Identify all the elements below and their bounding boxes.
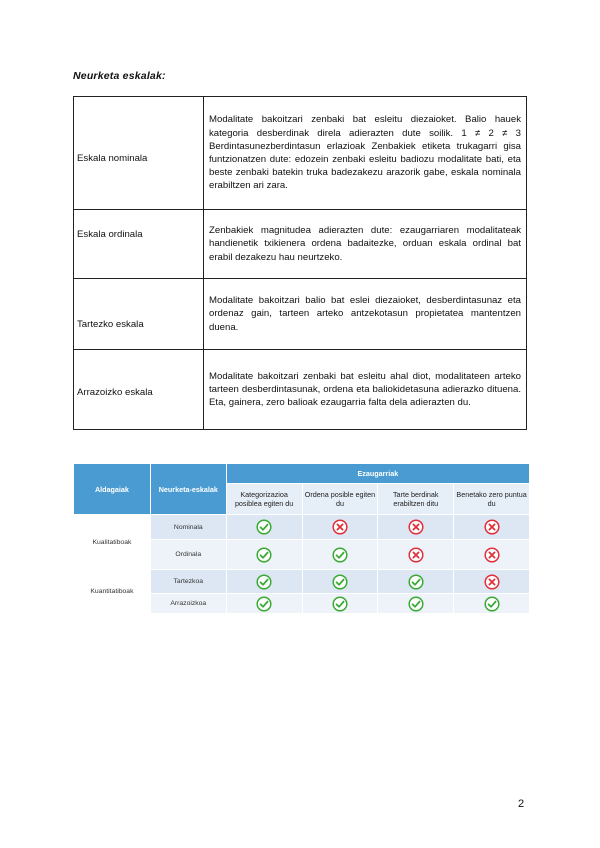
feature-column-header: Benetako zero puntua du <box>454 484 530 515</box>
scales-table <box>73 96 527 430</box>
table-row <box>74 210 527 279</box>
table-row <box>74 570 530 594</box>
check-cell <box>302 540 378 570</box>
check-cell <box>454 515 530 540</box>
check-cell <box>302 515 378 540</box>
check-icon <box>484 596 500 612</box>
cross-icon <box>484 519 500 535</box>
scale-name: Tartezko eskala <box>74 279 204 350</box>
check-cell <box>226 540 302 570</box>
check-icon <box>408 574 424 590</box>
row-scale-label: Tartezkoa <box>150 570 226 594</box>
cross-icon <box>408 547 424 563</box>
check-icon <box>256 519 272 535</box>
check-icon <box>332 596 348 612</box>
check-cell <box>378 540 454 570</box>
check-icon <box>256 547 272 563</box>
check-cell <box>378 594 454 614</box>
check-icon <box>332 574 348 590</box>
scale-description: Zenbakiek magnitudea adierazten dute: ezaugarriaren modalitateak handienetik txikienera ordena badaitezke, orduan eskala ordinal bat erabil dezakezu hau neurtzeko. <box>204 210 527 279</box>
cross-icon <box>484 547 500 563</box>
section-heading: Neurketa eskalak: <box>73 70 166 82</box>
features-table <box>73 463 530 614</box>
check-icon <box>256 596 272 612</box>
row-scale-label: Ordinala <box>150 540 226 570</box>
check-cell <box>302 594 378 614</box>
check-cell <box>454 594 530 614</box>
scale-description: Modalitate bakoitzari zenbaki bat esleitu diezaioket. Balio hauek kategoria desberdinak direla adierazten dute soilik. 1 ≠ 2 ≠ 3 Berdintasunezberdintasun erlazioak Zenbakiek etiketa trukagarri gisa funtzionatzen dute: edozein zenbaki esleitu badiozu modalitate bati, eta beste zenbaki batekin truka badezakezu arazorik gabe, eskala nominala erabiltzen ari zara. <box>204 97 527 210</box>
check-cell <box>454 570 530 594</box>
row-scale-label: Nominala <box>150 515 226 540</box>
scale-description: Modalitate bakoitzari zenbaki bat esleitu ahal diot, modalitateen arteko tarteen desberdintasunak, ordena eta baliokidetasuna adierazko dituena. Eta, gainera, zero balioak ezaugarria falta dela adierazten du. <box>204 350 527 430</box>
cross-icon <box>332 519 348 535</box>
scale-name: Eskala ordinala <box>74 210 204 279</box>
page-number: 2 <box>518 798 525 810</box>
check-icon <box>332 547 348 563</box>
group-label: Kuantitatiboak <box>74 570 151 614</box>
header-features: Ezaugarriak <box>226 464 529 484</box>
check-cell <box>226 594 302 614</box>
table-row <box>74 350 527 430</box>
check-icon <box>408 596 424 612</box>
check-cell <box>454 540 530 570</box>
row-scale-label: Arrazoizkoa <box>150 594 226 614</box>
feature-column-header: Kategorizazioa posiblea egiten du <box>226 484 302 515</box>
check-icon <box>256 574 272 590</box>
scale-description: Modalitate bakoitzari balio bat eslei diezaioket, desberdintasunaz eta ordenaz gain, tarteen arteko antzekotasun propietatea mantentzen duena. <box>204 279 527 350</box>
check-cell <box>226 515 302 540</box>
group-label: Kualitatiboak <box>74 515 151 570</box>
check-cell <box>302 570 378 594</box>
feature-column-header: Ordena posible egiten du <box>302 484 378 515</box>
cross-icon <box>408 519 424 535</box>
scale-name: Eskala nominala <box>74 97 204 210</box>
check-cell <box>378 570 454 594</box>
check-cell <box>378 515 454 540</box>
table-row <box>74 279 527 350</box>
table-row <box>74 515 530 540</box>
feature-column-header: Tarte berdinak erabiltzen ditu <box>378 484 454 515</box>
header-variables: Aldagaiak <box>74 464 151 515</box>
scale-name: Arrazoizko eskala <box>74 350 204 430</box>
check-cell <box>226 570 302 594</box>
table-row <box>74 97 527 210</box>
cross-icon <box>484 574 500 590</box>
header-scales: Neurketa-eskalak <box>150 464 226 515</box>
